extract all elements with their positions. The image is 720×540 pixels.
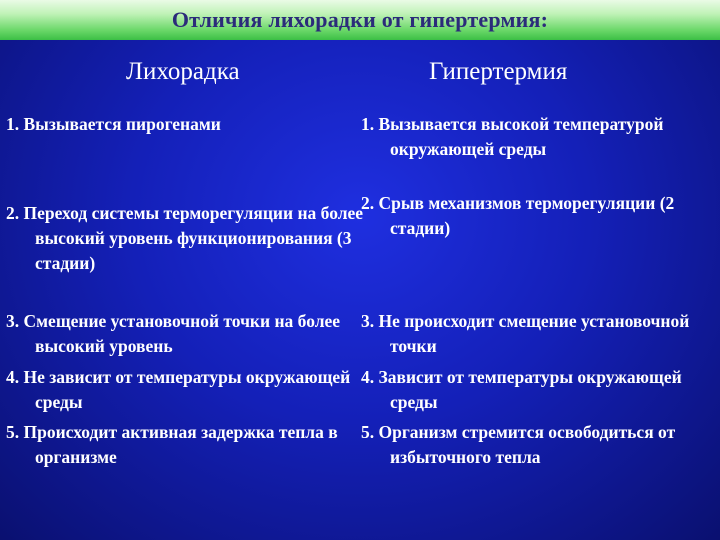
fever-item-5: 5. Происходит активная задержка тепла в организме <box>6 422 338 467</box>
hyperthermia-item-5: 5. Организм стремится освободиться от избыточного тепла <box>361 422 676 467</box>
column-heading-hyperthermia: Гипертермия <box>429 58 568 85</box>
hyperthermia-item-1: 1. Вызывается высокой температурой окружающей среды <box>361 114 664 159</box>
fever-item-1: 1. Вызывается пирогенами <box>6 114 221 134</box>
fever-item-2: 2. Переход системы терморегуляции на более высокий уровень функционирования (3 стадии) <box>6 203 364 273</box>
title-bar <box>0 0 720 40</box>
hyperthermia-item-2: 2. Срыв механизмов терморегуляции (2 стадии) <box>361 193 675 238</box>
column-heading-fever: Лихорадка <box>126 58 240 85</box>
hyperthermia-item-4: 4. Зависит от температуры окружающей среды <box>361 367 682 412</box>
fever-item-4: 4. Не зависит от температуры окружающей среды <box>6 367 351 412</box>
page-title: Отличия лихорадки от гипертермия: <box>171 7 549 32</box>
fever-item-3: 3. Смещение установочной точки на более высокий уровень <box>6 311 341 356</box>
hyperthermia-item-3: 3. Не происходит смещение установочной точки <box>361 311 690 356</box>
